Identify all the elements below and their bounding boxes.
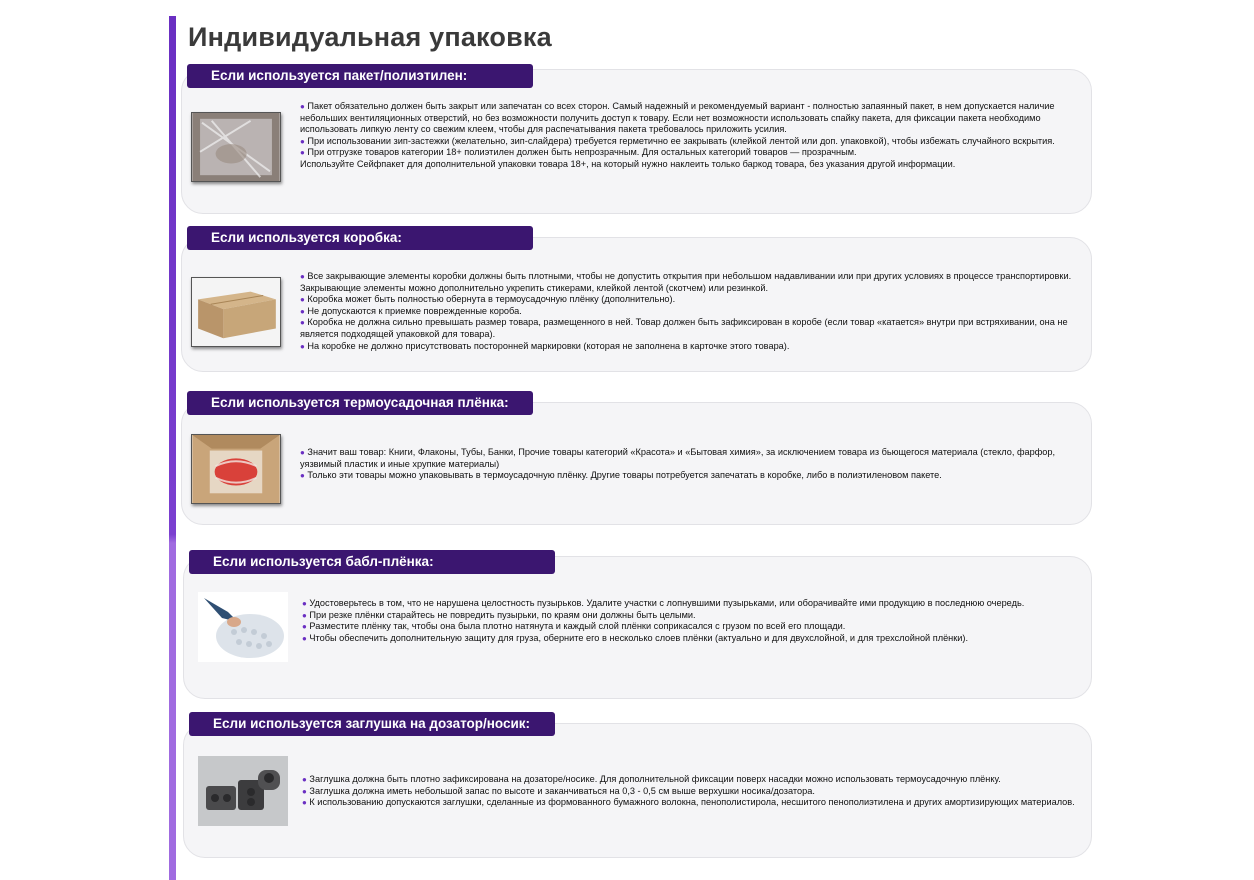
list-item: ● К использованию допускаются заглушки, сделанные из формованного бумажного волокна, пенополистирола, несшитого пенополиэтилена и других амортизирующих материалов.: [302, 797, 1075, 808]
list-item: ● Заглушка должна иметь небольшой запас по высоте и заканчиваться на 0,3 - 0,5 см выше верхушки носика/дозатора.: [302, 785, 815, 796]
list-item: ● При отгрузке товаров категории 18+ полиэтилен должен быть непрозрачным. Для остальных категорий товаров — прозрачным.: [300, 147, 857, 158]
bullet-icon: ●: [300, 295, 305, 305]
list-item: ● Коробка может быть полностью обернута в термоусадочную плёнку (дополнительно).: [300, 294, 676, 305]
bullet-icon: ●: [300, 148, 305, 158]
cardboard-box-photo: [191, 277, 281, 347]
list-item: ● Коробка не должна сильно превышать размер товара, размещенного в ней. Товар должен быть зафиксирован в коробе (если товар «катается» внутри при встряхивании, она не является подходящей упаковкой для товара).: [300, 317, 1068, 339]
bullet-icon: ●: [300, 471, 305, 481]
section-header-dispenser-plug: Если используется заглушка на дозатор/носик:: [189, 712, 555, 736]
bullet-icon: ●: [300, 272, 305, 281]
bullet-icon: ●: [302, 633, 307, 643]
section-text-box: [300, 271, 1080, 352]
list-item: ● Чтобы обеспечить дополнительную защиту для груза, оберните его в несколько слоев плёнки (актуально и для двухслойной, и для трехслойной плёнки).: [302, 632, 969, 643]
section-text-dispenser-plug: [302, 774, 1077, 809]
list-item: ● При использовании зип-застежки (желательно, зип-слайдера) требуется герметично ее закрывать (клейкой лентой или доп. упаковкой), чтобы избежать случайного вскрытия.: [300, 135, 1055, 146]
list-item: ● Все закрывающие элементы коробки должны быть плотными, чтобы не допустить открытия при небольшом надавливании или при других условиях в процессе транспортировки. Закрывающие элементы можно дополнительно укрепить стикерами, клейкой лентой (скотчем) или резинкой.: [300, 271, 1072, 293]
shrink-film-box-photo: [191, 434, 281, 504]
bullet-icon: ●: [300, 102, 305, 111]
section-header-bubble-wrap: Если используется бабл-плёнка:: [189, 550, 555, 574]
bullet-icon: ●: [302, 775, 307, 784]
section-header-box: Если используется коробка:: [187, 226, 533, 250]
list-item: ● Не допускаются к приемке поврежденные короба.: [300, 305, 522, 316]
bullet-icon: ●: [302, 798, 307, 808]
page-title: Индивидуальная упаковка: [188, 22, 552, 52]
bullet-icon: ●: [300, 341, 305, 351]
list-item: ● На коробке не должно присутствовать посторонней маркировки (которая не заполнена в карточке этого товара).: [300, 340, 790, 351]
list-item: ● Пакет обязательно должен быть закрыт или запечатан со всех сторон. Самый надежный и рекомендуемый вариант - полностью запаянный пакет, в нем допускается наличие небольших вентиляционных отверстий, но без возможности получить доступ к товару. Если нет возможности использовать спайку пакета, для фиксации пакета необходимо использовать липкую ленту со свежим клеем, чтобы для распечатывания пакета требовалось приложить усилия.: [300, 101, 1055, 135]
list-item: ● При резке плёнки старайтесь не повредить пузырьки, по краям они должны быть целыми.: [302, 609, 696, 620]
bullet-icon: ●: [302, 610, 307, 620]
bullet-icon: ●: [300, 318, 305, 328]
bubble-wrap-photo: [198, 592, 288, 662]
bullet-icon: ●: [300, 136, 305, 146]
accent-bar: [169, 16, 176, 880]
list-item: ● Заглушка должна быть плотно зафиксирована на дозаторе/носике. Для дополнительной фиксации поверх насадки можно использовать термоусадочную плёнку.: [302, 774, 1001, 784]
list-item: ● Только эти товары можно упаковывать в термоусадочную плёнку. Другие товары потребуется запечатать в коробке, либо в полиэтиленовом пакете.: [300, 470, 942, 481]
list-item: ● Значит ваш товар: Книги, Флаконы, Тубы, Банки, Прочие товары категорий «Красота» и «Бытовая химия», за исключением товара из бьющегося материала (стекло, фарфор, уязвимый пластик и иные хрупкие материалы): [300, 447, 1056, 469]
section-text-bag: [300, 101, 1080, 171]
section-header-shrink-film: Если используется термоусадочная плёнка:: [187, 391, 533, 415]
section-header-bag: Если используется пакет/полиэтилен:: [187, 64, 533, 88]
plastic-bag-photo: [191, 112, 281, 182]
bullet-icon: ●: [302, 622, 307, 632]
list-item: Используйте Сейфпакет для дополнительной упаковки товара 18+, на который нужно наклеить только баркод товара, без указания другой информации.: [300, 158, 956, 169]
foam-plug-photo: [198, 756, 288, 826]
section-text-shrink-film: [300, 447, 1080, 482]
bullet-icon: ●: [300, 448, 305, 457]
list-item: ● Разместите плёнку так, чтобы она была плотно натянута и каждый слой плёнки соприкасался с грузом по всей его площади.: [302, 621, 846, 632]
bullet-icon: ●: [302, 599, 307, 608]
section-text-bubble-wrap: [302, 598, 1077, 644]
bullet-icon: ●: [300, 306, 305, 316]
list-item: ● Удостоверьтесь в том, что не нарушена целостность пузырьков. Удалите участки с лопнувшими пузырьками, или оборачивайте ими продукцию в последнюю очередь.: [302, 598, 1025, 608]
bullet-icon: ●: [302, 786, 307, 796]
